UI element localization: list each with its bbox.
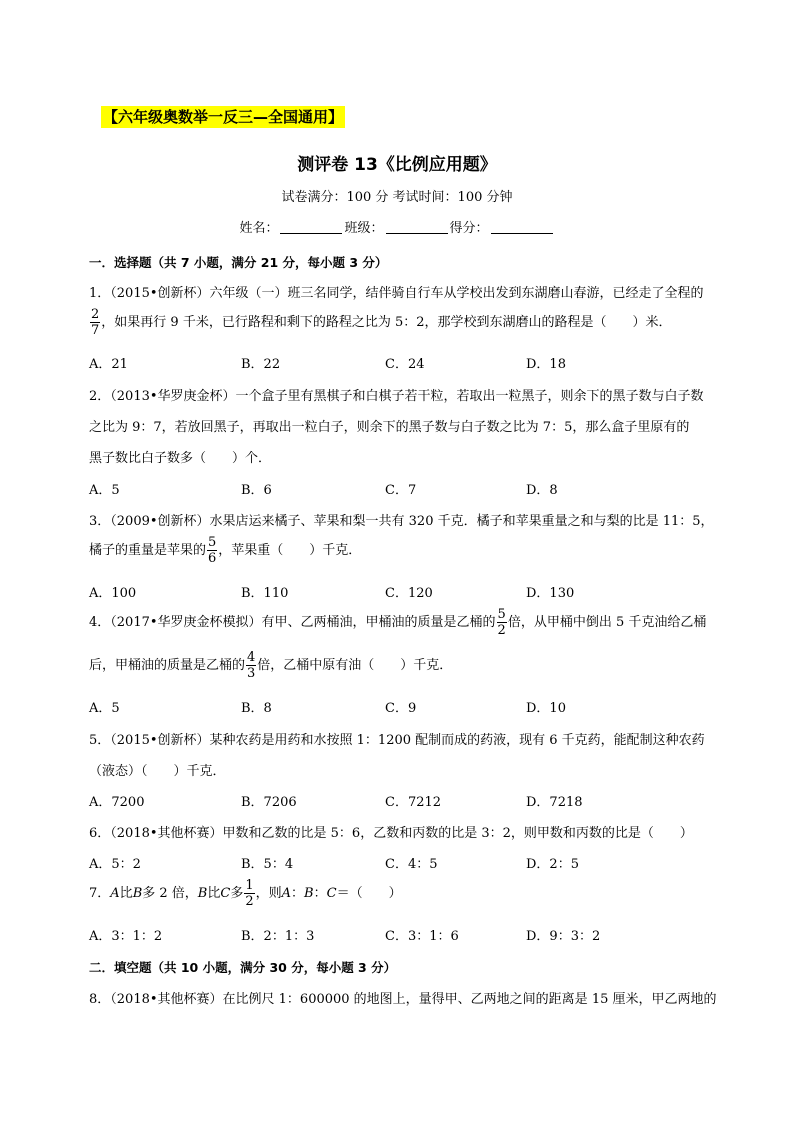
q4-option-c[interactable]: C．9	[385, 701, 417, 716]
q1-option-d[interactable]: D．18	[526, 357, 566, 372]
q2-option-c[interactable]: C．7	[385, 483, 417, 498]
q6-option-b[interactable]: B．5：4	[241, 857, 294, 872]
header-banner: 【六年级奥数举一反三—全国通用】	[103, 108, 344, 126]
q7-fraction: $\frac{1}{2}$	[245, 878, 254, 909]
q4-line2: 后，甲桶油的质量是乙桶的 $\frac{4}{3}$ 倍，乙桶中原有油（ ）千克．	[89, 650, 453, 681]
q1-line1: 1．（2015•创新杯）六年级（一）班三名同学，结伴骑自行车从学校出发到东湖磨山春游，已经走了全程的	[89, 286, 704, 301]
q6-option-c[interactable]: C．4：5	[385, 857, 438, 872]
q2-option-b[interactable]: B．6	[241, 483, 272, 498]
q3-line1: 3．（2009•创新杯）水果店运来橘子、苹果和梨一共有 320 千克．橘子和苹果重量之和与梨的比是 11：5，	[89, 514, 714, 529]
q5-option-d[interactable]: D．7218	[526, 795, 583, 810]
q6-option-a[interactable]: A．5：2	[89, 857, 141, 872]
q3-option-b[interactable]: B．110	[241, 586, 289, 601]
name-label: 姓名：	[239, 221, 279, 236]
q6-options	[89, 853, 729, 871]
q3-fraction: $\frac{5}{6}$	[208, 535, 217, 566]
q5-option-a[interactable]: A．7200	[89, 795, 145, 810]
score-label: 得分：	[449, 221, 489, 236]
class-blank[interactable]	[386, 219, 448, 234]
q4-line1: 4．（2017•华罗庚金杯模拟）有甲、乙两桶油，甲桶油的质量是乙桶的 $\frac{5}{2}$ 倍，从甲桶中倒出 5 千克油给乙桶	[89, 607, 707, 638]
section-choice-heading: 一．选择题（共 7 小题，满分 21 分，每小题 3 分）	[89, 255, 388, 270]
q4-option-d[interactable]: D．10	[526, 701, 566, 716]
page-title: 测评卷 13《比例应用题》	[297, 155, 497, 175]
q3-option-c[interactable]: C．120	[385, 586, 433, 601]
student-info-row	[0, 217, 794, 236]
q7-option-d[interactable]: D．9：3：2	[526, 929, 601, 944]
q1-option-c[interactable]: C．24	[385, 357, 425, 372]
q1-options	[89, 353, 729, 371]
exam-info: 试卷满分：100 分 考试时间：100 分钟	[281, 190, 513, 205]
q1-option-b[interactable]: B．22	[241, 357, 281, 372]
q4-fraction-1: $\frac{5}{2}$	[497, 607, 506, 638]
q8-line1: 8．（2018•其他杯赛）在比例尺 1：600000 的地图上，量得甲、乙两地之间的距离是 15 厘米，甲乙两地的	[89, 992, 717, 1007]
class-label: 班级：	[344, 221, 384, 236]
q2-line1: 2．（2013•华罗庚金杯）一个盒子里有黑棋子和白棋子若干粒，若取出一粒黑子，则余下的黑子数与白子数	[89, 389, 704, 404]
q5-line1: 5．（2015•创新杯）某种农药是用药和水按照 1：1200 配制而成的药液，现有 6 千克药，能配制这种农药	[89, 733, 705, 748]
q1-line2: $\frac{2}{7}$ ，如果再行 9 千米，已行路程和剩下的路程之比为 5：2，那学校到东湖磨山的路程是（ ）米．	[91, 307, 672, 338]
q5-options	[89, 791, 729, 809]
q3-options	[89, 582, 729, 600]
q6-option-d[interactable]: D．2：5	[526, 857, 579, 872]
q2-option-d[interactable]: D．8	[526, 483, 558, 498]
q5-option-c[interactable]: C．7212	[385, 795, 442, 810]
q4-option-b[interactable]: B．8	[241, 701, 272, 716]
q1-option-a[interactable]: A．21	[89, 357, 128, 372]
q3-option-d[interactable]: D．130	[526, 586, 575, 601]
q5-line2: （液态）（ ）千克．	[89, 764, 226, 779]
q4-option-a[interactable]: A．5	[89, 701, 120, 716]
q7-option-c[interactable]: C．3：1：6	[385, 929, 459, 944]
section-fill-heading: 二．填空题（共 10 小题，满分 30 分，每小题 3 分）	[89, 960, 397, 975]
q1-fraction: $\frac{2}{7}$	[91, 307, 100, 338]
q7-option-b[interactable]: B．2：1：3	[241, 929, 315, 944]
q4-options	[89, 697, 729, 715]
q2-line2: 之比为 9：7，若放回黑子，再取出一粒白子，则余下的黑子数与白子数之比为 7：5，那么盒子里原有的	[89, 420, 690, 435]
q5-option-b[interactable]: B．7206	[241, 795, 297, 810]
q7-line1: 7．A比B多 2 倍，B比C多 $\frac{1}{2}$ ，则A：B：C＝（ ）	[89, 878, 402, 909]
q4-fraction-2: $\frac{4}{3}$	[247, 650, 256, 681]
q2-line3: 黑子数比白子数多（ ）个．	[89, 451, 272, 466]
q7-option-a[interactable]: A．3：1：2	[89, 929, 163, 944]
name-blank[interactable]	[280, 219, 342, 234]
q3-option-a[interactable]: A．100	[89, 586, 137, 601]
q2-options	[89, 479, 729, 497]
q2-option-a[interactable]: A．5	[89, 483, 120, 498]
q6-line1: 6．（2018•其他杯赛）甲数和乙数的比是 5：6，乙数和丙数的比是 3：2，则甲数和丙数的比是（ ）	[89, 826, 693, 841]
q7-options	[89, 925, 729, 943]
score-blank[interactable]	[491, 219, 553, 234]
q3-line2: 橘子的重量是苹果的 $\frac{5}{6}$ ，苹果重（ ）千克．	[89, 535, 362, 566]
